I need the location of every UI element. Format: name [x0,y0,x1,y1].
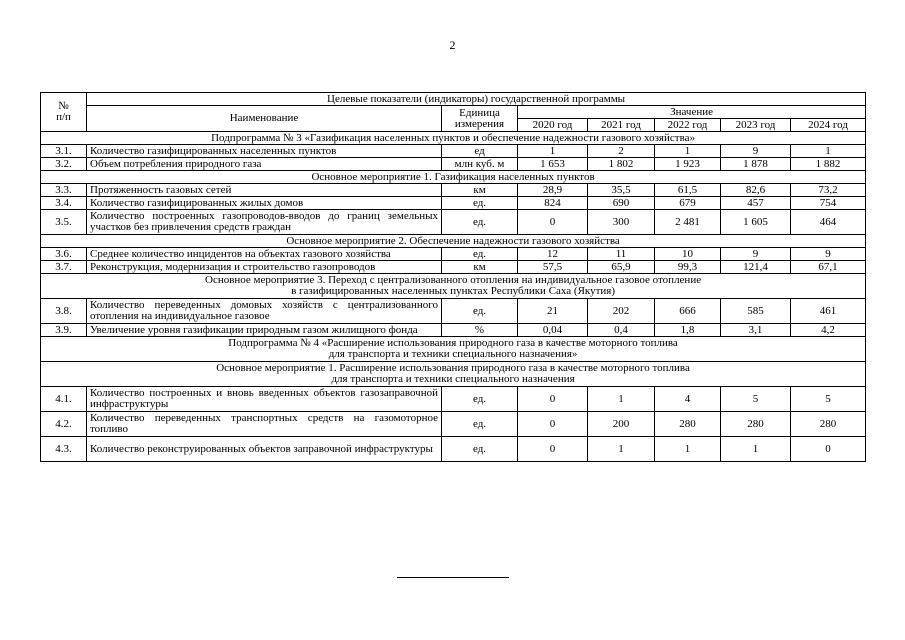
header-value: Значение [518,106,866,119]
value-cell: 824 [518,197,588,210]
section-row [41,171,866,184]
header-name: Наименование [87,106,442,132]
table-row [41,437,866,462]
value-cell: 1 [588,387,655,412]
indicator-name: Количество газифицированных жилых домов [87,197,442,210]
value-cell: 1 605 [721,210,791,235]
value-cell: 280 [791,412,866,437]
section-row [41,235,866,248]
value-cell: 1 802 [588,158,655,171]
indicator-name: Реконструкция, модернизация и строительство газопроводов [87,261,442,274]
value-cell: 0 [518,210,588,235]
indicator-name: Объем потребления природного газа [87,158,442,171]
value-cell: 202 [588,299,655,324]
unit-cell: ед. [442,210,518,235]
section-row [41,132,866,145]
indicator-name: Количество газифицированных населенных пунктов [87,145,442,158]
row-number: 4.3. [41,437,87,462]
value-cell: 1 923 [655,158,721,171]
value-cell: 4,2 [791,324,866,337]
row-number: 3.7. [41,261,87,274]
value-cell: 61,5 [655,184,721,197]
value-cell: 280 [721,412,791,437]
value-cell: 5 [791,387,866,412]
unit-cell: ед. [442,437,518,462]
value-cell: 11 [588,248,655,261]
value-cell: 1 882 [791,158,866,171]
unit-cell: млн куб. м [442,158,518,171]
value-cell: 99,3 [655,261,721,274]
value-cell: 1 [655,145,721,158]
header-year: 2024 год [791,119,866,132]
table-row [41,158,866,171]
indicator-name: Количество реконструированных объектов заправочной инфраструктуры [87,437,442,462]
section-title: Основное мероприятие 1. Расширение использования природного газа в качестве моторного топлива для транспорта и техники специального назначения [41,362,866,387]
value-cell: 65,9 [588,261,655,274]
row-number: 3.6. [41,248,87,261]
value-cell: 1 [721,437,791,462]
value-cell: 57,5 [518,261,588,274]
value-cell: 9 [721,145,791,158]
value-cell: 3,1 [721,324,791,337]
indicator-name: Количество переведенных транспортных средств на газомоторное топливо [87,412,442,437]
table-row [41,210,866,235]
value-cell: 2 481 [655,210,721,235]
indicator-name: Количество переведенных домовых хозяйств с централизованного отопления на индивидуальное газовое [87,299,442,324]
section-title: Подпрограмма № 4 «Расширение использования природного газа в качестве моторного топлива для транспорта и техники специального назначения» [41,337,866,362]
value-cell: 12 [518,248,588,261]
row-number: 3.2. [41,158,87,171]
value-cell: 0 [518,412,588,437]
unit-cell: ед. [442,197,518,210]
value-cell: 10 [655,248,721,261]
value-cell: 666 [655,299,721,324]
row-number: 3.8. [41,299,87,324]
value-cell: 679 [655,197,721,210]
row-number: 3.1. [41,145,87,158]
header-unit: Единица измерения [442,106,518,132]
value-cell: 28,9 [518,184,588,197]
row-number: 3.3. [41,184,87,197]
indicator-name: Среднее количество инцидентов на объектах газового хозяйства [87,248,442,261]
indicator-name: Количество построенных и вновь введенных объектов газозаправочной инфраструктуры [87,387,442,412]
table-row [41,261,866,274]
value-cell: 1 [655,437,721,462]
header-year: 2020 год [518,119,588,132]
unit-cell: % [442,324,518,337]
unit-cell: ед. [442,299,518,324]
value-cell: 0 [518,387,588,412]
value-cell: 35,5 [588,184,655,197]
unit-cell: ед. [442,412,518,437]
table-row [41,412,866,437]
value-cell: 1 [588,437,655,462]
value-cell: 82,6 [721,184,791,197]
section-row [41,362,866,387]
indicator-name: Увеличение уровня газификации природным газом жилищного фонда [87,324,442,337]
section-title: Основное мероприятие 2. Обеспечение надежности газового хозяйства [41,235,866,248]
row-number: 3.4. [41,197,87,210]
row-number: 4.2. [41,412,87,437]
header-year: 2021 год [588,119,655,132]
table-row [41,299,866,324]
section-row [41,274,866,299]
value-cell: 690 [588,197,655,210]
value-cell: 4 [655,387,721,412]
section-title: Подпрограмма № 3 «Газификация населенных пунктов и обеспечение надежности газового хозяйства» [41,132,866,145]
value-cell: 1,8 [655,324,721,337]
value-cell: 1 878 [721,158,791,171]
unit-cell: км [442,184,518,197]
header-indicators-title: Целевые показатели (индикаторы) государственной программы [87,93,866,106]
value-cell: 0 [518,437,588,462]
unit-cell: ед [442,145,518,158]
value-cell: 461 [791,299,866,324]
footer-divider [397,577,509,578]
row-number: 3.5. [41,210,87,235]
section-title: Основное мероприятие 1. Газификация населенных пунктов [41,171,866,184]
value-cell: 5 [721,387,791,412]
section-title: Основное мероприятие 3. Переход с централизованного отопления на индивидуальное газовое отопление в газифицированных населенных пунктах Республики Саха (Якутия) [41,274,866,299]
value-cell: 9 [721,248,791,261]
value-cell: 121,4 [721,261,791,274]
indicators-table [40,92,866,462]
row-number: 3.9. [41,324,87,337]
table-row [41,184,866,197]
value-cell: 457 [721,197,791,210]
value-cell: 200 [588,412,655,437]
page-number: 2 [449,38,456,52]
value-cell: 67,1 [791,261,866,274]
unit-cell: ед. [442,248,518,261]
value-cell: 300 [588,210,655,235]
value-cell: 1 [791,145,866,158]
row-number: 4.1. [41,387,87,412]
value-cell: 280 [655,412,721,437]
value-cell: 1 [518,145,588,158]
value-cell: 73,2 [791,184,866,197]
unit-cell: ед. [442,387,518,412]
indicator-name: Количество построенных газопроводов-вводов до границ земельных участков без привлечения средств граждан [87,210,442,235]
value-cell: 464 [791,210,866,235]
header-year: 2023 год [721,119,791,132]
table-row [41,387,866,412]
header-year: 2022 год [655,119,721,132]
unit-cell: км [442,261,518,274]
value-cell: 21 [518,299,588,324]
section-row [41,337,866,362]
table-row [41,248,866,261]
indicator-name: Протяженность газовых сетей [87,184,442,197]
header-num: № п/п [41,93,87,132]
value-cell: 0,4 [588,324,655,337]
value-cell: 9 [791,248,866,261]
value-cell: 0,04 [518,324,588,337]
value-cell: 2 [588,145,655,158]
value-cell: 585 [721,299,791,324]
value-cell: 0 [791,437,866,462]
table-row [41,197,866,210]
table-row [41,324,866,337]
value-cell: 1 653 [518,158,588,171]
value-cell: 754 [791,197,866,210]
table-row [41,145,866,158]
